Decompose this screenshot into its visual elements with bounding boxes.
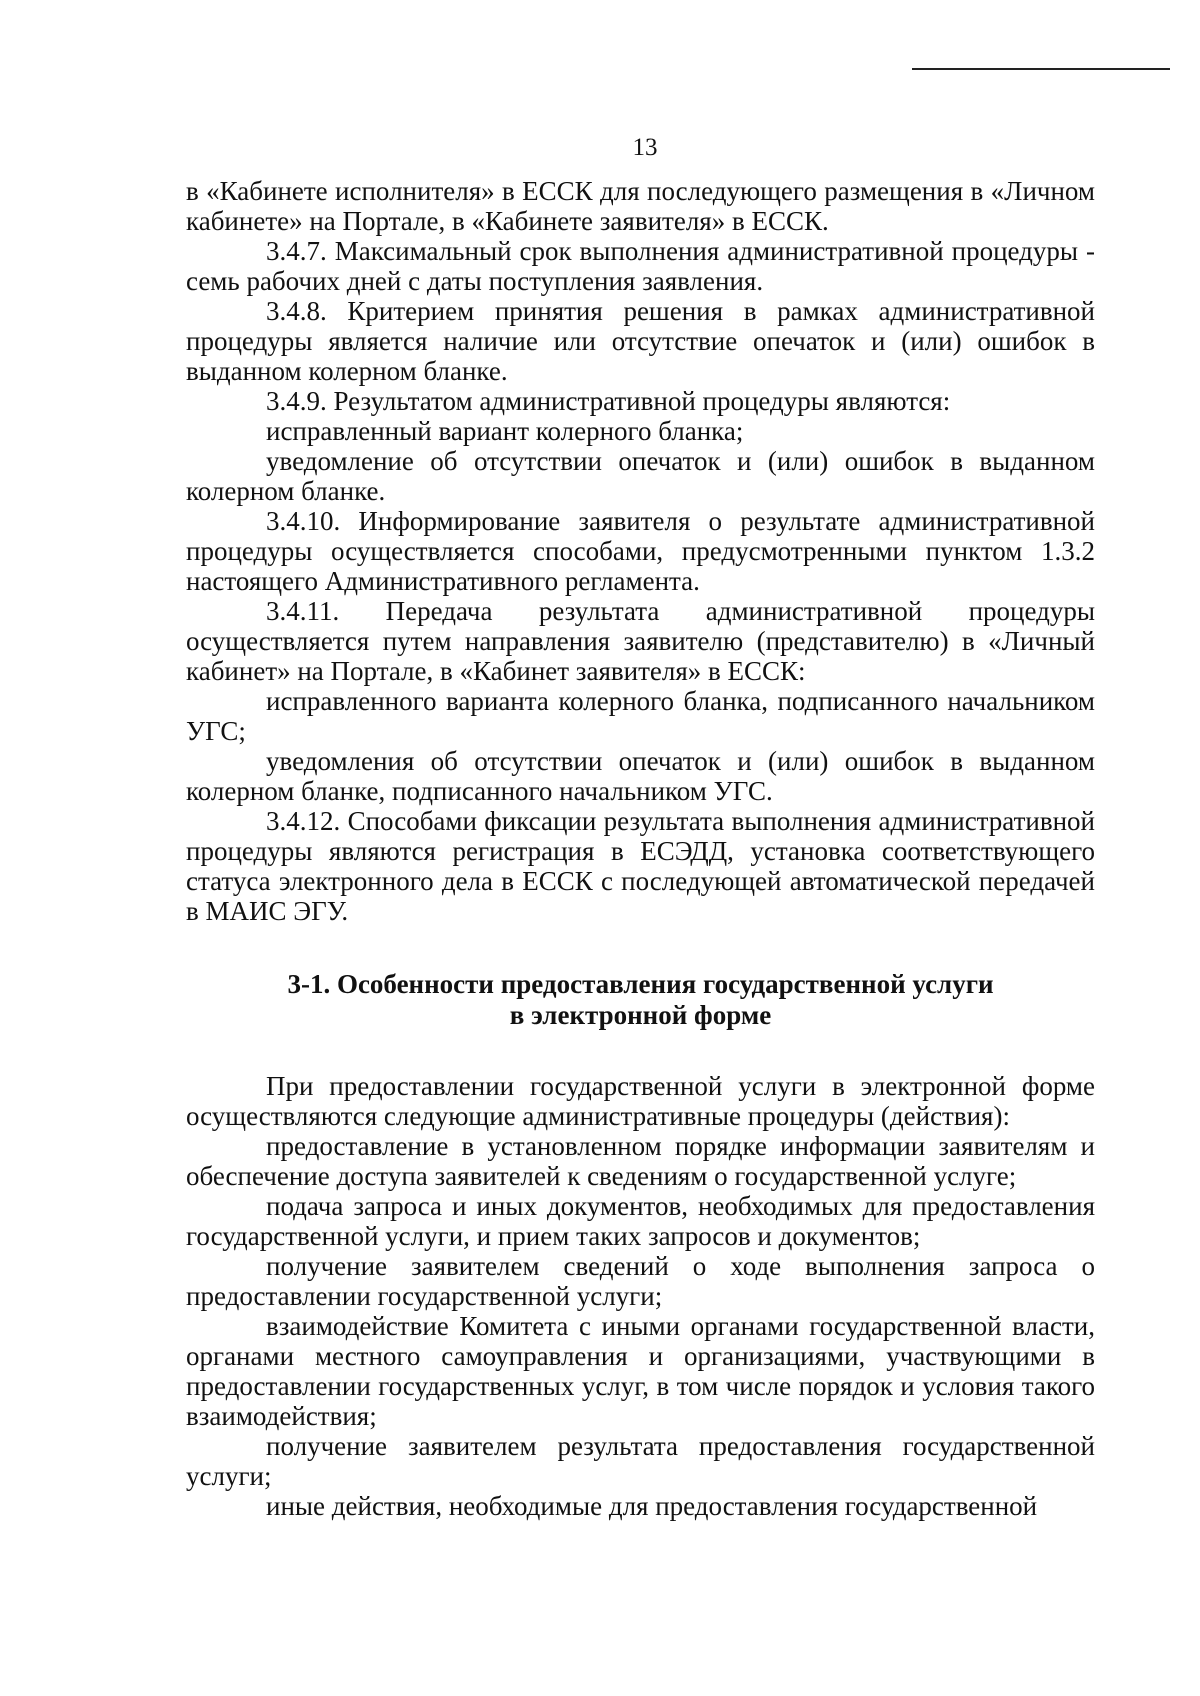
paragraph: предоставление в установленном порядке информации заявителям и обеспечение доступа заявителей к сведениям о государственной услуге; — [186, 1131, 1095, 1191]
paragraph: уведомления об отсутствии опечаток и (или) ошибок в выданном колерном бланке, подписанного начальником УГС. — [186, 746, 1095, 806]
paragraph: в «Кабинете исполнителя» в ЕССК для последующего размещения в «Личном кабинете» на Портале, в «Кабинете заявителя» в ЕССК. — [186, 176, 1095, 236]
paragraph: уведомление об отсутствии опечаток и (или) ошибок в выданном колерном бланке. — [186, 446, 1095, 506]
document-body — [186, 176, 1095, 1521]
paragraph: 3.4.12. Способами фиксации результата выполнения административной процедуры являются регистрация в ЕСЭДД, установка соответствующего статуса электронного дела в ЕССК с последующей автоматической передачей в МАИС ЭГУ. — [186, 806, 1095, 926]
section-3-4-paragraphs — [186, 176, 1095, 926]
header-rule — [912, 68, 1170, 70]
paragraph: исправленный вариант колерного бланка; — [266, 416, 744, 446]
paragraph: подача запроса и иных документов, необходимых для предоставления государственной услуги, и прием таких запросов и документов; — [186, 1191, 1095, 1251]
section-3-1-paragraphs — [186, 1071, 1095, 1521]
paragraph: 3.4.8. Критерием принятия решения в рамках административной процедуры является наличие или отсутствие опечаток и (или) ошибок в выданном колерном бланке. — [186, 296, 1095, 386]
section-heading-line: в электронной форме — [509, 1000, 772, 1030]
section-heading-line: 3-1. Особенности предоставления государственной услуги — [287, 969, 994, 999]
paragraph: 3.4.9. Результатом административной процедуры являются: — [266, 386, 951, 416]
paragraph: 3.4.7. Максимальный срок выполнения административной процедуры - семь рабочих дней с даты поступления заявления. — [186, 236, 1095, 296]
paragraph: получение заявителем результата предоставления государственной услуги; — [186, 1431, 1095, 1491]
paragraph: 3.4.10. Информирование заявителя о результате административной процедуры осуществляется способами, предусмотренными пунктом 1.3.2 настоящего Административного регламента. — [186, 506, 1095, 596]
paragraph: получение заявителем сведений о ходе выполнения запроса о предоставлении государственной услуги; — [186, 1251, 1095, 1311]
paragraph: При предоставлении государственной услуги в электронной форме осуществляются следующие административные процедуры (действия): — [186, 1071, 1095, 1131]
section-heading — [186, 969, 1095, 1031]
paragraph: взаимодействие Комитета с иными органами государственной власти, органами местного самоуправления и организациями, участвующими в предоставлении государственных услуг, в том числе порядок и условия такого взаимодействия; — [186, 1311, 1095, 1431]
paragraph: иные действия, необходимые для предоставления государственной — [266, 1491, 1038, 1521]
page-number: 13 — [632, 134, 658, 161]
paragraph: исправленного варианта колерного бланка, подписанного начальником УГС; — [186, 686, 1095, 746]
paragraph: 3.4.11. Передача результата административной процедуры осуществляется путем направления заявителю (представителю) в «Личный кабинет» на Портале, в «Кабинет заявителя» в ЕССК: — [186, 596, 1095, 686]
